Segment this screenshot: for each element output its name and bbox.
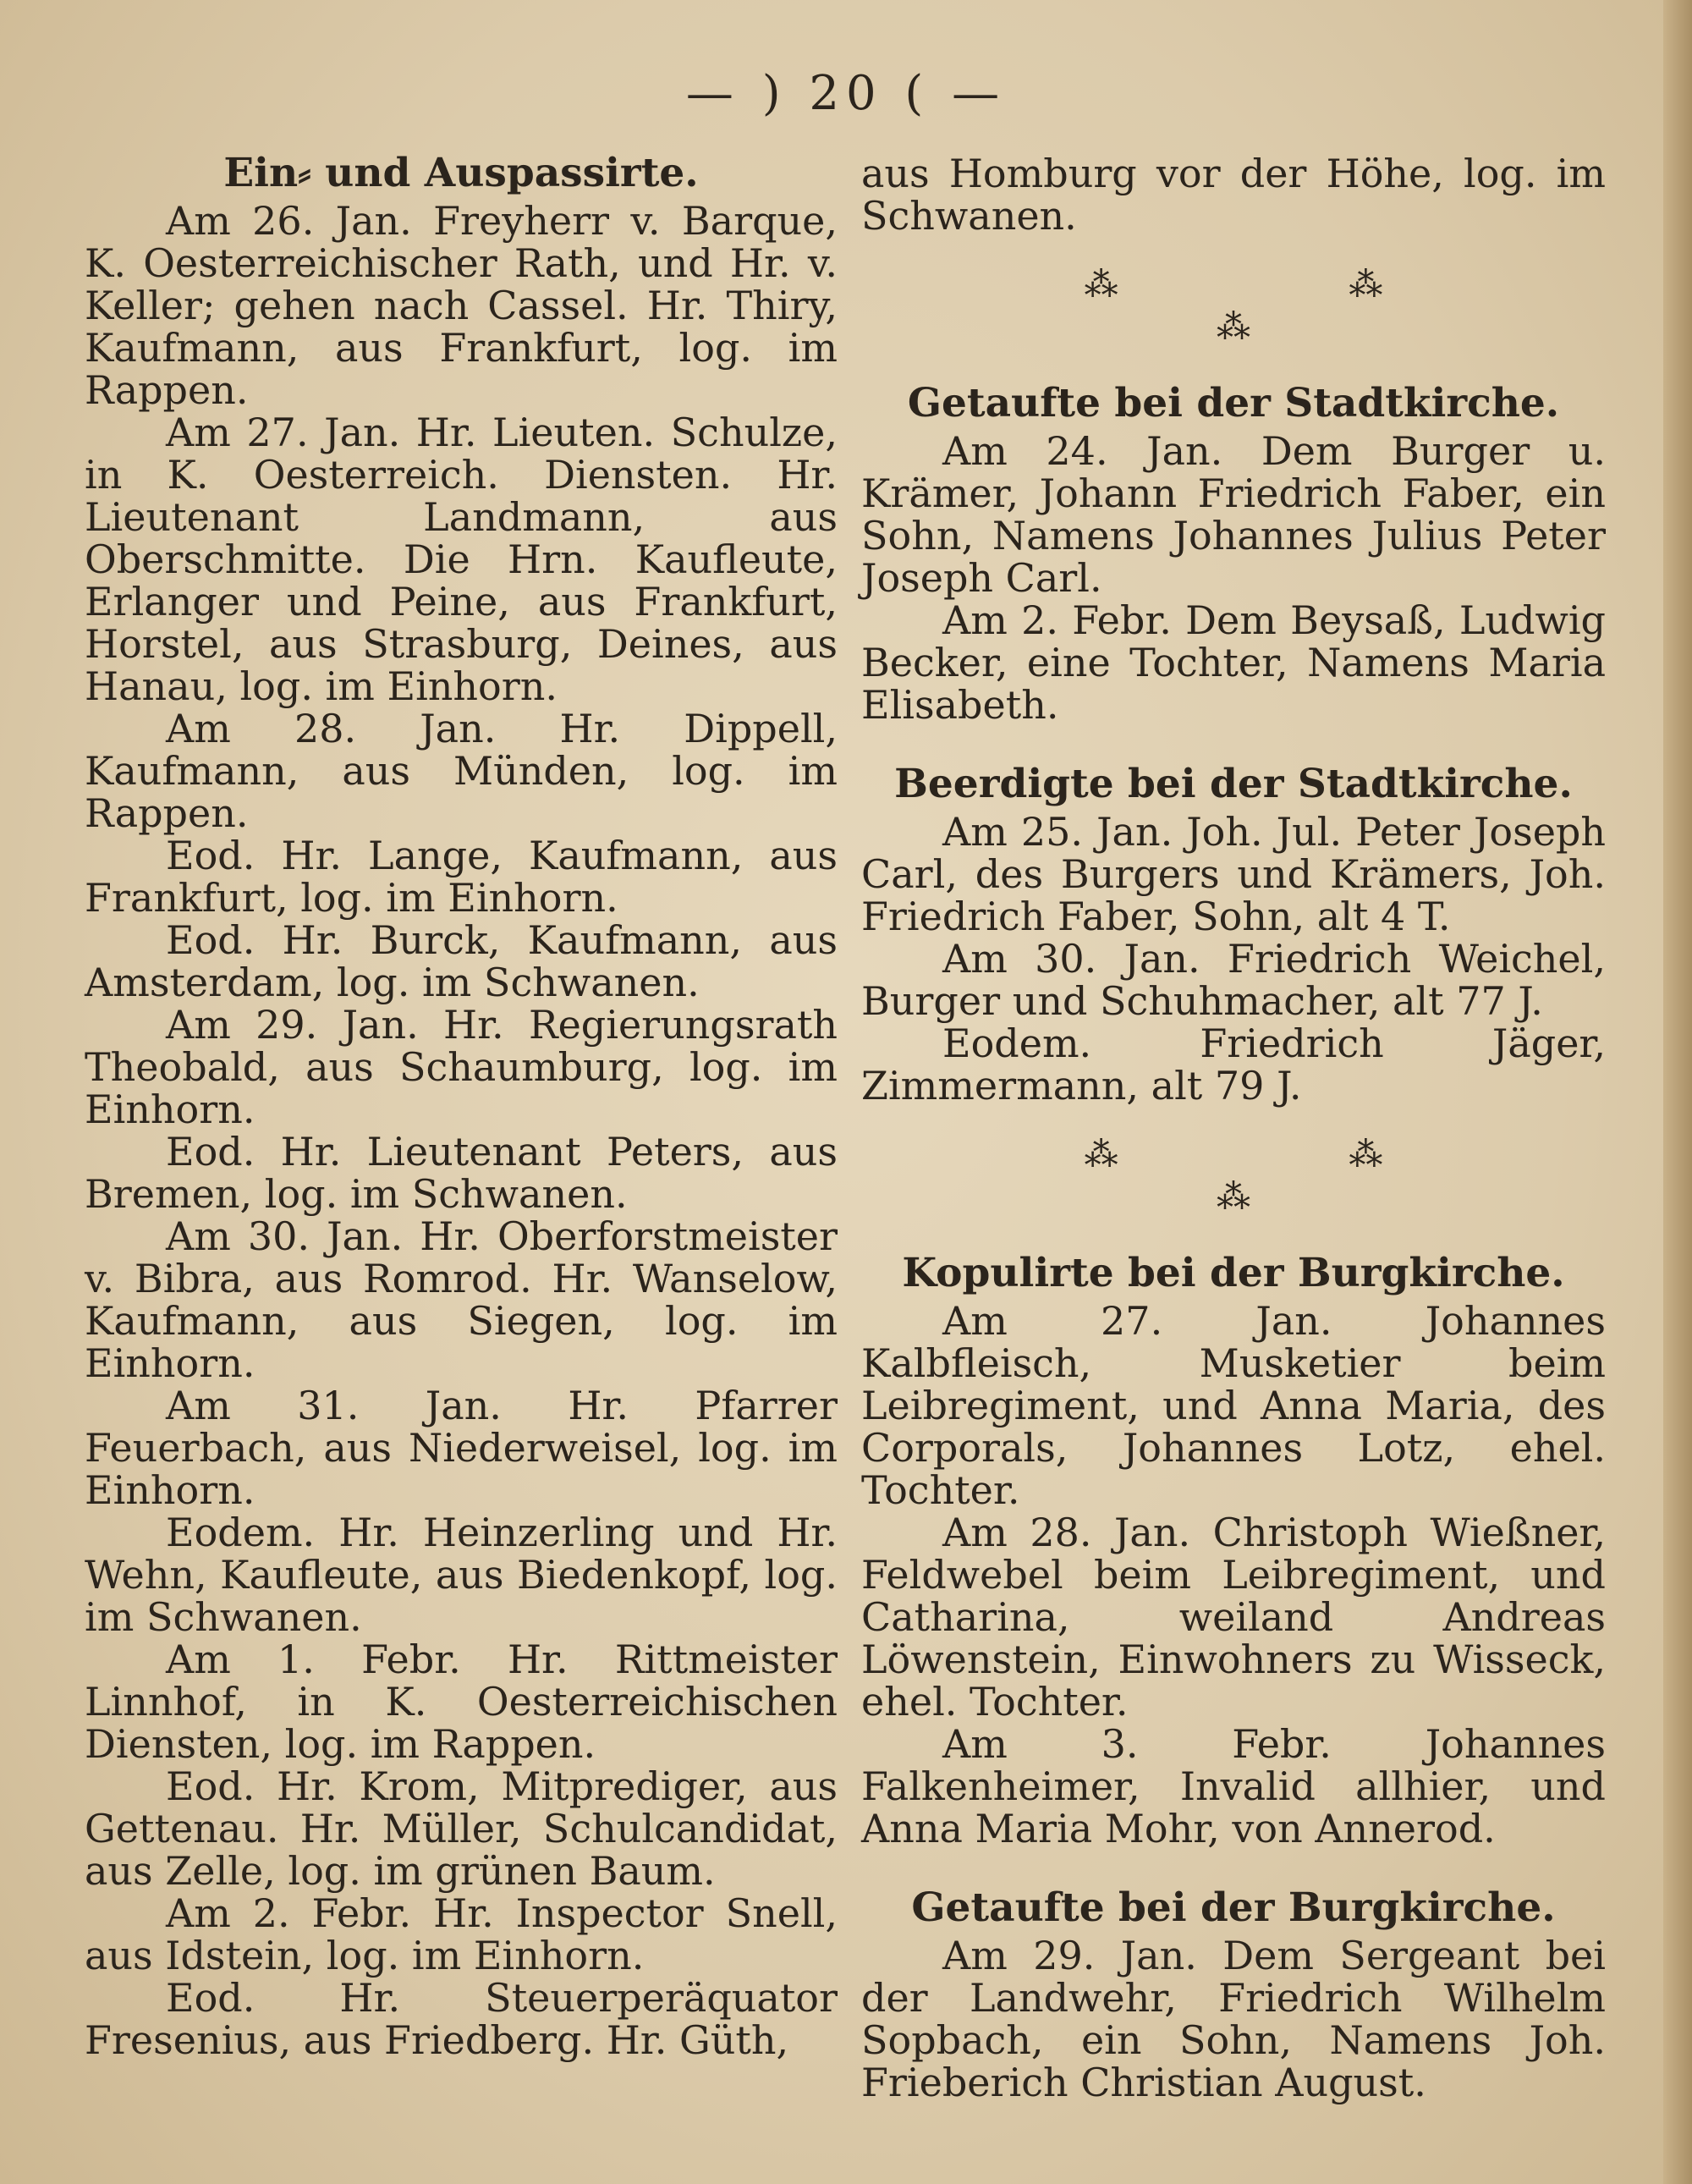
arrival-entry: Am 30. Jan. Hr. Oberforstmeister v. Bibra, aus Romrod. Hr. Wanselow, Kaufmann, aus Siegen, log. im Einhorn. bbox=[85, 1213, 838, 1386]
page-number: — ) 20 ( — bbox=[685, 66, 1007, 121]
section-gap bbox=[861, 1850, 1606, 1887]
arrival-entry: Eod. Hr. Burck, Kaufmann, aus Amsterdam, log. im Schwanen. bbox=[85, 917, 838, 1005]
record-entry: Am 27. Jan. Johannes Kalbfleisch, Musketier beim Leibregiment, und Anna Maria, des Corporals, Johannes Lotz, ehel. Tochter. bbox=[861, 1298, 1606, 1513]
record-entry: Am 30. Jan. Friedrich Weichel, Burger und Schuhmacher, alt 77 J. bbox=[861, 936, 1606, 1024]
arrival-entry: Eod. Hr. Krom, Mitprediger, aus Gettenau. Hr. Müller, Schulcandidat, aus Zelle, log. im grünen Baum. bbox=[85, 1763, 838, 1894]
arrival-entry: Am 1. Febr. Hr. Rittmeister Linnhof, in K. Oesterreichischen Diensten, log. im Rappen. bbox=[85, 1637, 838, 1767]
section-title-arrivals: Ein⸗ und Auspassirte. bbox=[223, 150, 699, 196]
arrival-entry: Am 31. Jan. Hr. Pfarrer Feuerbach, aus Niederweisel, log. im Einhorn. bbox=[85, 1383, 838, 1513]
arrival-entry: Eodem. Hr. Heinzerling und Hr. Wehn, Kaufleute, aus Biedenkopf, log. im Schwanen. bbox=[85, 1510, 838, 1640]
arrival-entry: Am 28. Jan. Hr. Dippell, Kaufmann, aus Münden, log. im Rappen. bbox=[85, 706, 838, 836]
section-title-burials-stadtkirche: Beerdigte bei der Stadtkirche. bbox=[894, 761, 1573, 807]
arrival-entry: Am 2. Febr. Hr. Inspector Snell, aus Idstein, log. im Einhorn. bbox=[85, 1890, 838, 1978]
right-column bbox=[861, 152, 1606, 2104]
arrival-entry: Am 27. Jan. Hr. Lieuten. Schulze, in K. Oesterreich. Diensten. Hr. Lieutenant Landmann, aus Oberschmitte. Die Hrn. Kaufleute, Erlanger und Peine, aus Frankfurt, Horstel, aus Strasburg, Deines, aus Hanau, log. im Einhorn. bbox=[85, 410, 838, 709]
arrival-entry: Am 26. Jan. Freyherr v. Barque, K. Oesterreichischer Rath, und Hr. v. Keller; gehen nach Cassel. Hr. Thiry, Kaufmann, aus Frankfurt, log. im Rappen. bbox=[85, 198, 838, 413]
page-edge bbox=[1663, 0, 1692, 2184]
record-entry: Am 2. Febr. Dem Beysaß, Ludwig Becker, eine Tochter, Namens Maria Elisabeth. bbox=[861, 597, 1606, 728]
record-entry: Am 25. Jan. Joh. Jul. Peter Joseph Carl, des Burgers und Krämers, Joh. Friedrich Faber, Sohn, alt 4 T. bbox=[861, 809, 1606, 939]
arrival-entry: Eod. Hr. Steuerperäquator Fresenius, aus Friedberg. Hr. Güth, bbox=[85, 1975, 838, 2063]
continuation-text: aus Homburg vor der Höhe, log. im Schwanen. bbox=[861, 151, 1606, 239]
record-entry: Am 3. Febr. Johannes Falkenheimer, Invalid allhier, und Anna Maria Mohr, von Annerod. bbox=[861, 1721, 1606, 1851]
record-entry: Am 29. Jan. Dem Sergeant bei der Landwehr, Friedrich Wilhelm Sopbach, ein Sohn, Namens Joh. Frieberich Christian August. bbox=[861, 1933, 1606, 2105]
stars-divider: ⁂ ⁂ ⁂ bbox=[1084, 1136, 1493, 1217]
section-title-marriages-burgkirche: Kopulirte bei der Burgkirche. bbox=[902, 1250, 1565, 1296]
arrival-entry: Eod. Hr. Lieutenant Peters, aus Bremen, log. im Schwanen. bbox=[85, 1129, 838, 1217]
record-entry: Eodem. Friedrich Jäger, Zimmermann, alt 79 J. bbox=[861, 1020, 1606, 1109]
stars-divider: ⁂ ⁂ ⁂ bbox=[1084, 266, 1493, 347]
section-title-baptisms-burgkirche: Getaufte bei der Burgkirche. bbox=[911, 1884, 1556, 1931]
record-entry: Am 24. Jan. Dem Burger u. Krämer, Johann Friedrich Faber, ein Sohn, Namens Johannes Julius Peter Joseph Carl. bbox=[861, 428, 1606, 601]
record-entry: Am 28. Jan. Christoph Wießner, Feldwebel beim Leibregiment, und Catharina, weiland Andreas Löwenstein, Einwohners zu Wisseck, ehel. Tochter. bbox=[861, 1510, 1606, 1725]
section-gap bbox=[861, 726, 1606, 763]
arrival-entry: Eod. Hr. Lange, Kaufmann, aus Frankfurt, log. im Einhorn. bbox=[85, 833, 838, 921]
left-column bbox=[85, 152, 838, 2061]
section-title-baptisms-stadtkirche: Getaufte bei der Stadtkirche. bbox=[907, 380, 1560, 426]
arrival-entry: Am 29. Jan. Hr. Regierungsrath Theobald, aus Schaumburg, log. im Einhorn. bbox=[85, 1002, 838, 1132]
